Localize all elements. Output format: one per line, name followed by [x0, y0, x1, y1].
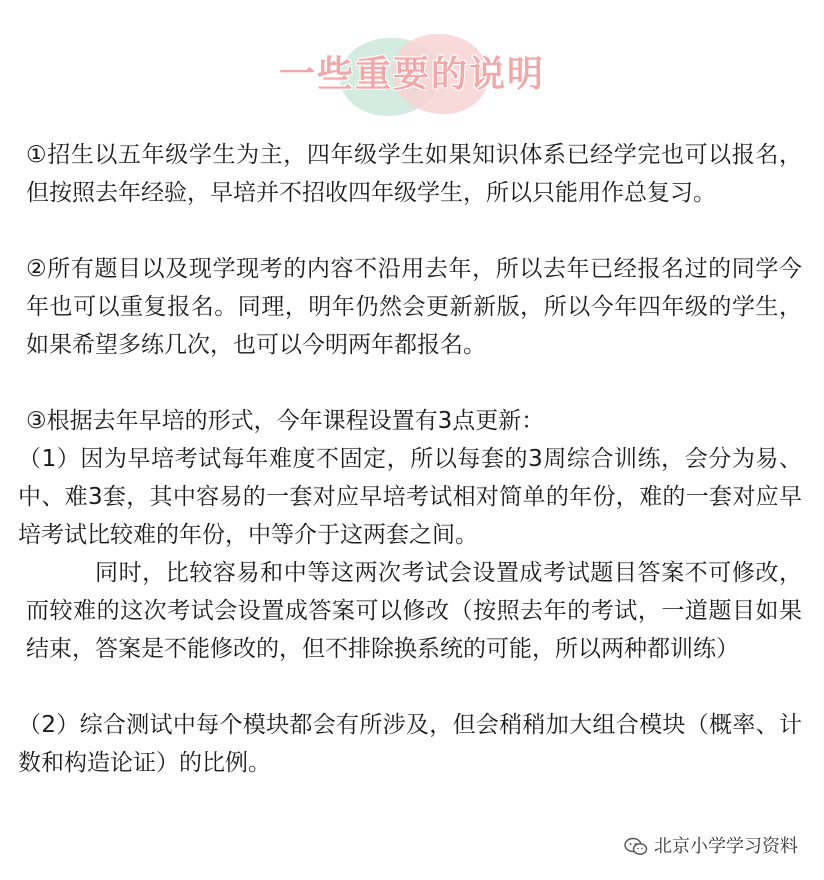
- paragraph-1: ①招生以五年级学生为主，四年级学生如果知识体系已经学完也可以报名，但按照去年经验，早培并不招收四年级学生，所以只能用作总复习。: [26, 142, 802, 206]
- watermark: [624, 834, 798, 860]
- watermark-text: 北京小学学习资料: [654, 836, 798, 857]
- wechat-icon: [624, 837, 648, 857]
- paragraph-spacer: [26, 212, 802, 250]
- paragraph-3-item-2: （2）综合测试中每个模块都会有所涉及，但会稍稍加大组合模块（概率、计数和构造论证）的比例。: [18, 712, 802, 776]
- page-title: 一些重要的说明: [278, 54, 545, 95]
- paragraph-spacer: [26, 364, 802, 402]
- paragraph-3-intro: ③根据去年早培的形式，今年课程设置有3点更新：: [26, 408, 545, 434]
- paragraph-spacer: [26, 668, 802, 706]
- paragraph-3-item-1-continued: 同时，比较容易和中等这两次考试会设置成考试题目答案不可修改，而较难的这次考试会设置成答案可以修改（按照去年的考试，一道题目如果结束，答案是不能修改的，但不排除换系统的可能，所以两种都训练）: [26, 560, 802, 662]
- paragraph-3-item-1: （1）因为早培考试每年难度不固定，所以每套的3周综合训练，会分为易、中、难3套，其中容易的一套对应早培考试相对简单的年份，难的一套对应早培考试比较难的年份，中等介于这两套之间。: [18, 446, 802, 548]
- article-body: [18, 136, 802, 782]
- title-banner: [0, 30, 824, 120]
- paragraph-2: ②所有题目以及现学现考的内容不沿用去年，所以去年已经报名过的同学今年也可以重复报名。同理，明年仍然会更新新版，所以今年四年级的学生，如果希望多练几次，也可以今明两年都报名。: [26, 256, 802, 358]
